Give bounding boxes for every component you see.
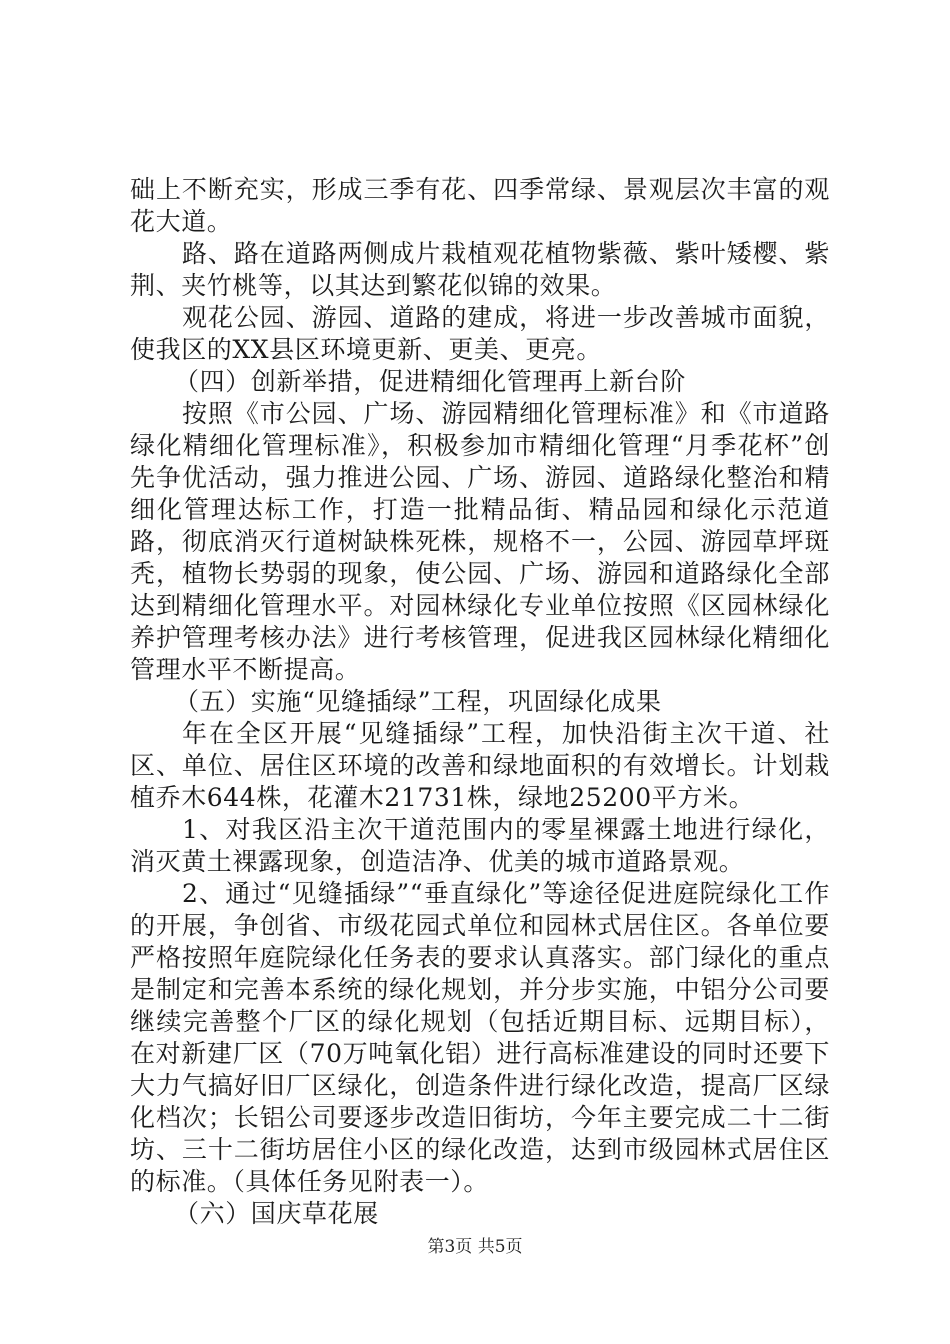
paragraph-flower-roads: 路、路在道路两侧成片栽植观花植物紫薇、紫叶矮樱、紫荆、夹竹桃等，以其达到繁花似锦的效果。 bbox=[130, 239, 830, 300]
section-heading-6: （六）国庆草花展 bbox=[174, 1199, 379, 1228]
paragraph-item-2: 2、通过“见缝插绿”“垂直绿化”等途径促进庭院绿化工作的开展，争创省、市级花园式单位和园林式居住区。各单位要严格按照年庭院绿化任务表的要求认真落实。部门绿化的重点是制定和完善本系统的绿化规划，并分步实施，中铝分公司要继续完善整个厂区的绿化规划（包括近期目标、远期目标），在对新建厂区（70万吨氧化铝）进行高标准建设的同时还要下大力气搞好旧厂区绿化，创造条件进行绿化改造，提高厂区绿化档次；长铝公司要逐步改造旧街坊，今年主要完成二十二街坊、三十二街坊居住小区的绿化改造，达到市级园林式居住区的标准。（具体任务见附表一）。 bbox=[130, 879, 830, 1196]
section-heading-5: （五）实施“见缝插绿”工程，巩固绿化成果 bbox=[174, 687, 662, 716]
page-number-footer: 第3页 共5页 bbox=[427, 1237, 523, 1257]
section-heading-4: （四）创新举措，促进精细化管理再上新台阶 bbox=[174, 367, 687, 396]
paragraph-management-standards: 按照《市公园、广场、游园精细化管理标准》和《市道路绿化精细化管理标准》，积极参加市精细化管理“月季花杯”创先争优活动，强力推进公园、广场、游园、道路绿化整治和精细化管理达标工作，打造一批精品街、精品园和绿化示范道路，彻底消灭行道树缺株死株，规格不一，公园、游园草坪斑秃，植物长势弱的现象，使公园、广场、游园和道路绿化全部达到精细化管理水平。对园林绿化专业单位按照《区园林绿化养护管理考核办法》进行考核管理，促进我区园林绿化精细化管理水平不断提高。 bbox=[130, 399, 830, 684]
paragraph-continuation: 础上不断充实，形成三季有花、四季常绿、景观层次丰富的观花大道。 bbox=[130, 175, 830, 236]
paragraph-greening-plan: 年在全区开展“见缝插绿”工程，加快沿街主次干道、社区、单位、居住区环境的改善和绿地面积的有效增长。计划栽植乔木644株，花灌木21731株，绿地25200平方米。 bbox=[130, 719, 830, 812]
document-body bbox=[130, 174, 830, 1230]
paragraph-park-completion: 观花公园、游园、道路的建成，将进一步改善城市面貌，使我区的XX县区环境更新、更美、更亮。 bbox=[130, 303, 830, 364]
paragraph-item-1: 1、对我区沿主次干道范围内的零星裸露土地进行绿化，消灭黄土裸露现象，创造洁净、优美的城市道路景观。 bbox=[130, 815, 830, 876]
